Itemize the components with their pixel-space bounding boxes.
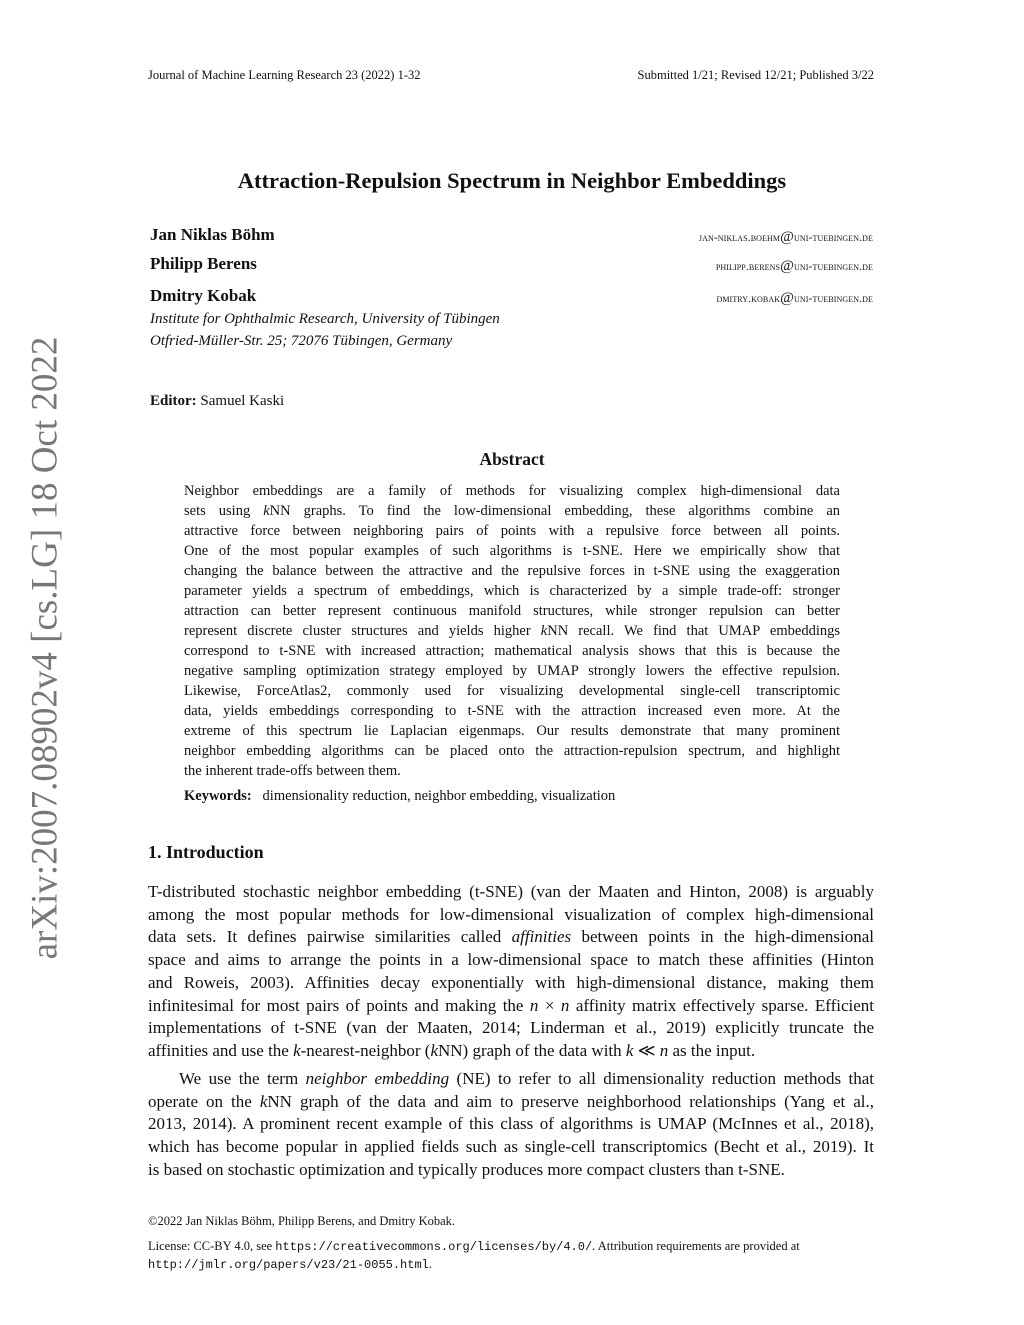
license-end: . — [428, 1257, 432, 1271]
journal-header: Journal of Machine Learning Research 23 (2022) 1-32 — [148, 68, 421, 82]
text-line: parameter yields a spectrum of embeddings, which is characterized by a simple trade-off: stronger — [184, 583, 840, 599]
license-prefix: License: CC-BY 4.0, see — [148, 1239, 276, 1253]
emphasis: k — [259, 1091, 268, 1111]
email-user: jan-niklas.boehm — [698, 232, 781, 244]
text-line: Neighbor embeddings are a family of methods for visualizing complex high-dimensional data — [184, 483, 840, 499]
text-line: correspond to t-SNE with increased attraction; mathematical analysis shows that this is because the — [184, 643, 840, 659]
paragraph — [148, 881, 874, 1063]
text-line: extreme of this spectrum lie Laplacian eigenmaps. Our results demonstrate that many prominent — [184, 723, 840, 739]
affiliation-line: Institute for Ophthalmic Research, University of Tübingen — [150, 311, 500, 327]
email-user: dmitry.kobak — [716, 293, 781, 305]
license-notice — [148, 1238, 800, 1274]
text-line: changing the balance between the attractive and the repulsive forces in t-SNE using the exaggeration — [184, 563, 840, 579]
text-line: sets using kNN graphs. To find the low-dimensional embedding, these algorithms combine an — [184, 503, 841, 519]
license-link[interactable]: https://creativecommons.org/licenses/by/4.0/ — [275, 1240, 593, 1254]
text-line: attractive force between neighboring pairs of points with a repulsive force between all points. — [184, 523, 840, 539]
author-email[interactable] — [699, 229, 873, 246]
text-line: negative sampling optimization strategy employed by UMAP strongly lowers the effective repulsion. — [184, 663, 840, 679]
emphasis: k — [263, 503, 270, 519]
emphasis: affinities — [511, 927, 572, 947]
text-line: data, yields embeddings corresponding to t-SNE with the attraction increased even more. At the — [184, 703, 840, 719]
paragraph — [148, 1068, 874, 1182]
text-line: represent discrete cluster structures and yields higher kNN recall. We find that UMAP embeddings — [184, 623, 840, 639]
affiliation-line: Otfried-Müller-Str. 25; 72076 Tübingen, Germany — [150, 333, 453, 349]
editor-name: Samuel Kaski — [200, 393, 285, 409]
text-line: T-distributed stochastic neighbor embedding (t-SNE) (van der Maaten and Hinton, 2008) is arguably — [148, 882, 874, 901]
emphasis: k — [540, 623, 548, 639]
author-email[interactable] — [716, 258, 873, 275]
at-sign: @ — [780, 290, 795, 306]
abstract-heading: Abstract — [479, 449, 545, 469]
keywords-text: dimensionality reduction, neighbor embedding, visualization — [262, 788, 616, 804]
text-line: Likewise, ForceAtlas2, commonly used for visualizing developmental single-cell transcriptomic — [184, 683, 840, 699]
text-line: the inherent trade-offs between them. — [184, 763, 401, 779]
text-line: neighbor embedding algorithms can be placed onto the attraction-repulsion spectrum, and highlight — [184, 743, 840, 759]
abstract-body — [184, 481, 840, 781]
text-line: We use the term neighbor embedding (NE) to refer to all dimensionality reduction methods that — [179, 1069, 875, 1088]
license-mid: . Attribution requirements are provided at — [592, 1239, 800, 1253]
text-line: attraction can better represent continuous manifold structures, while stronger repulsion can better — [184, 603, 840, 619]
text-line: operate on the kNN graph of the data and aim to preserve neighborhood relationships (Yang et al., — [148, 1091, 874, 1111]
arxiv-stamp: arXiv:2007.08902v4 [cs.LG] 18 Oct 2022 — [24, 336, 66, 960]
text-line: affinities and use the k-nearest-neighbor (kNN) graph of the data with k ≪ n as the input. — [148, 1040, 756, 1060]
text-line: which has become popular in applied fields such as single-cell transcriptomics (Becht et al., 2019). It — [148, 1137, 874, 1157]
paper-title: Attraction-Repulsion Spectrum in Neighbor Embeddings — [237, 168, 787, 193]
text-line: One of the most popular examples of such algorithms is t-SNE. Here we empirically show that — [184, 543, 840, 559]
author-email[interactable] — [716, 290, 873, 307]
text-line: among the most popular methods for low-dimensional visualization of complex high-dimensional — [148, 904, 874, 924]
text-line: implementations of t-SNE (van der Maaten, 2014; Linderman et al., 2019) explicitly truncate the — [148, 1018, 874, 1038]
at-sign: @ — [780, 258, 795, 274]
editor-label: Editor: — [150, 393, 197, 409]
editor-line — [150, 393, 284, 410]
email-domain: uni-tuebingen.de — [794, 293, 873, 305]
text-line: infinitesimal for most pairs of points and making the n × n affinity matrix effectively sparse. Efficient — [148, 995, 874, 1015]
emphasis: n — [560, 995, 570, 1015]
emphasis: n — [659, 1040, 669, 1060]
text-line: data sets. It defines pairwise similarities called affinities between points in the high-dimensional — [148, 927, 874, 947]
emphasis: k — [625, 1040, 634, 1060]
keywords — [184, 788, 615, 805]
author-name: Jan Niklas Böhm — [150, 225, 275, 244]
copyright-notice: ©2022 Jan Niklas Böhm, Philipp Berens, and Dmitry Kobak. — [148, 1214, 456, 1228]
text-line: and Roweis, 2003). Affinities decay exponentially with high-dimensional distance, making them — [148, 972, 874, 992]
email-user: philipp.berens — [715, 261, 781, 273]
text-line: space and aims to arrange the points in a low-dimensional space to match these affinities (Hinton — [148, 950, 874, 970]
emphasis: k — [293, 1040, 301, 1060]
text-line: is based on stochastic optimization and typically produces more compact clusters than t-SNE. — [148, 1159, 785, 1179]
section-heading: 1. Introduction — [148, 842, 264, 862]
keywords-label: Keywords: — [184, 788, 252, 804]
author-name: Dmitry Kobak — [150, 286, 257, 305]
paper-link[interactable]: http://jmlr.org/papers/v23/21-0055.html — [148, 1258, 429, 1272]
emphasis: k — [430, 1040, 438, 1060]
author-name: Philipp Berens — [150, 254, 257, 273]
text-line: 2013, 2014). A prominent recent example of this class of algorithms is UMAP (McInnes et al., 2018), — [148, 1114, 874, 1134]
at-sign: @ — [780, 229, 795, 245]
email-domain: uni-tuebingen.de — [794, 261, 873, 273]
email-domain: uni-tuebingen.de — [794, 232, 873, 244]
submission-dates: Submitted 1/21; Revised 12/21; Published 3/22 — [637, 68, 874, 82]
emphasis: n — [529, 995, 539, 1015]
emphasis: neighbor embedding — [305, 1069, 450, 1088]
